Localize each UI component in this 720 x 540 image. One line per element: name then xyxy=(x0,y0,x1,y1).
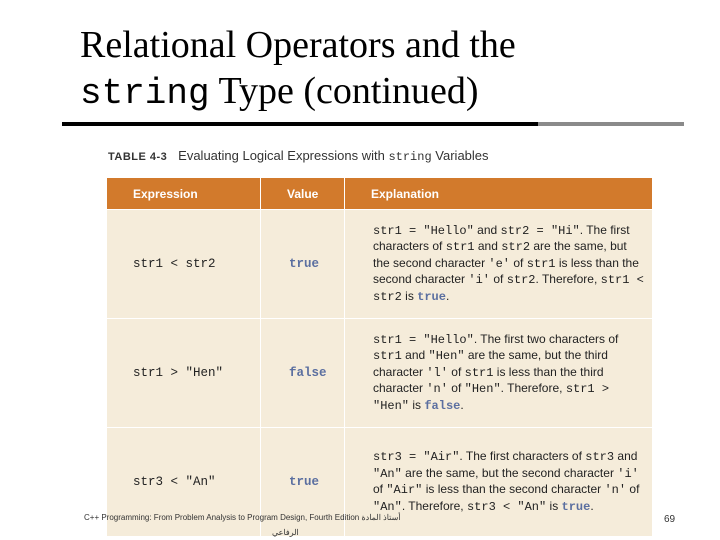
code-text: str2 xyxy=(506,273,536,288)
explanation-text: and xyxy=(401,348,429,363)
explanation-text: . The first characters of xyxy=(459,449,586,463)
title-rule-black xyxy=(62,122,538,126)
cell-value: true xyxy=(261,428,345,537)
title-code: string xyxy=(80,73,210,114)
code-text: 'i' xyxy=(617,466,639,481)
explanation-text: . xyxy=(460,397,464,412)
code-text: 'n' xyxy=(604,483,627,497)
caption-text: Evaluating Logical Expressions with xyxy=(178,148,385,163)
cell-value: false xyxy=(261,319,345,428)
explanation-text: . The first two characters of xyxy=(473,331,619,346)
explanation-text: . xyxy=(590,498,594,513)
explanation-text: is less than the second character xyxy=(422,482,605,496)
code-text: str1 > "Hen" xyxy=(373,382,610,413)
code-text: str1 xyxy=(445,240,475,255)
cell-explanation xyxy=(345,210,653,319)
code-text: 'i' xyxy=(468,273,490,288)
header-expression: Expression xyxy=(107,178,261,210)
logical-expressions-table xyxy=(107,178,652,536)
header-value: Value xyxy=(261,178,345,210)
code-text: str2 = "Hi" xyxy=(500,223,580,238)
page-number: 69 xyxy=(664,514,676,525)
slide-title xyxy=(80,22,516,117)
keyword-text: false xyxy=(424,398,461,413)
title-line-1: Relational Operators and the xyxy=(80,24,516,66)
table-number: TABLE 4-3 xyxy=(108,151,168,163)
explanation-text: is xyxy=(546,498,562,513)
footer-text: C++ Programming: From Problem Analysis to Program Design, Fourth Edition أستاذ المادة xyxy=(84,513,401,522)
explanation-text: is xyxy=(409,397,425,412)
explanation-text: . The first characters of xyxy=(373,222,630,254)
keyword-text: true xyxy=(561,499,591,514)
caption-code: string xyxy=(388,150,432,164)
code-text: str1 = "Hello" xyxy=(373,332,474,347)
explanation-text: and xyxy=(474,239,502,254)
explanation-text: is less than the second character xyxy=(373,255,639,287)
code-text: str3 < "An" xyxy=(466,499,547,514)
code-text: "An" xyxy=(373,499,402,514)
cell-expression: str1 > "Hen" xyxy=(107,319,261,428)
explanation-text: . Therefore, xyxy=(500,381,566,396)
explanation-text: are the same, but the third character xyxy=(373,348,608,379)
code-text: str1 xyxy=(464,365,494,380)
footer-text-line-2: الرفاعي xyxy=(272,528,299,537)
code-text: str1 < str2 xyxy=(373,273,644,304)
cell-explanation xyxy=(345,319,653,428)
title-rule-gray xyxy=(538,122,684,126)
code-text: 'l' xyxy=(426,365,448,380)
title-line-2 xyxy=(80,68,516,117)
explanation-text: of xyxy=(447,364,465,379)
explanation-text: . Therefore, xyxy=(401,498,467,513)
code-text: "Air" xyxy=(386,483,423,497)
table-row xyxy=(107,319,652,428)
explanation-text: and xyxy=(473,222,501,237)
explanation-text: of xyxy=(510,255,527,270)
explanation-text: of xyxy=(447,381,465,396)
explanation-text: . Therefore, xyxy=(535,272,601,287)
code-text: str1 xyxy=(526,256,556,271)
code-text: str3 = "Air" xyxy=(373,450,460,464)
explanation-text: of xyxy=(490,272,507,287)
title-rest: Type (continued) xyxy=(209,70,479,112)
code-text: str1 xyxy=(373,349,402,364)
cell-expression: str1 < str2 xyxy=(107,210,261,319)
keyword-text: true xyxy=(417,289,446,304)
explanation-text: are the same, but the second character xyxy=(373,239,627,270)
explanation-text: of xyxy=(373,482,387,496)
code-text: 'n' xyxy=(426,382,448,397)
caption-text-end: Variables xyxy=(435,148,489,163)
code-text: str1 = "Hello" xyxy=(373,223,474,238)
explanation-text: of xyxy=(626,482,640,496)
cell-expression: str3 < "An" xyxy=(107,428,261,537)
table-caption xyxy=(108,148,489,164)
explanation-text: is less than the third character xyxy=(373,364,604,396)
table-header-row xyxy=(107,178,652,210)
code-text: "Hen" xyxy=(464,382,501,397)
code-text: str2 xyxy=(501,240,531,255)
code-text: str3 xyxy=(585,450,615,464)
code-text: 'e' xyxy=(488,256,511,271)
code-text: "An" xyxy=(373,466,402,481)
code-text: "Hen" xyxy=(428,349,465,364)
explanation-text: . xyxy=(445,288,450,303)
explanation-text: is xyxy=(401,288,418,303)
table-row xyxy=(107,210,652,319)
cell-value: true xyxy=(261,210,345,319)
explanation-text: and xyxy=(614,449,638,463)
explanation-text: are the same, but the second character xyxy=(401,465,618,480)
header-explanation: Explanation xyxy=(345,178,653,210)
